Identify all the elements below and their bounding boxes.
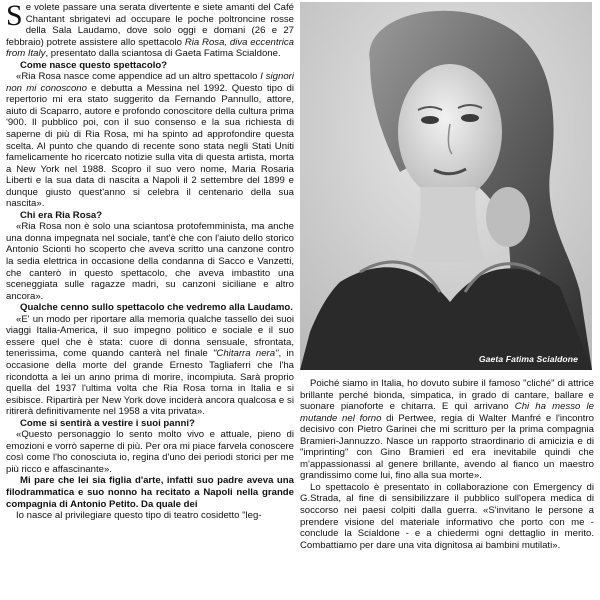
show-title: Ria Rosa, diva eccentrica from Italy [6, 36, 294, 60]
intro-text-2: , presentato dalla sciantosa di Gaeta Fatima Scialdone. [45, 48, 281, 60]
dropcap: S [6, 2, 23, 32]
question-2: Chi era Ria Rosa? [20, 209, 103, 221]
answer-1 [6, 71, 294, 210]
answer-3 [6, 314, 294, 418]
question-5: Mi pare che lei sia figlia d'arte, infatti suo padre aveva una filodrammatica e suo nonno ha recitato a Napoli nella grande compagnia di Antonio Petito. Da quale dei [6, 475, 294, 510]
photo-caption: Gaeta Fatima Scialdone [478, 354, 578, 364]
answer-1-italic: I signori non mi conoscono [6, 71, 294, 94]
answer-1-text-1: «Ria Rosa nasce come appendice ad un altro spettacolo [16, 71, 261, 83]
answer-3-text-1: «E' un modo per riportare alla memoria qualche tassello dei suoi viaggi Italia-America, il suo impegno politico e sociale e il suo essere quel che è stata: cuore di donna sensuale, sfrontata, tenerissima, come quando canterà nel finale [6, 313, 294, 360]
answer-4: «Questo personaggio lo sento molto vivo e attuale, pieno di emozioni e vorrò saperne di più. Per ora mi piace farvela conoscere così come l'ho conosciuta io, regina d'uno dei periodi storici per me più ricco e affascinante». [6, 429, 294, 475]
portrait-photo [300, 2, 592, 370]
right-paragraph-1 [300, 378, 594, 482]
article-intro [6, 2, 294, 60]
right-paragraph-1-text-1: Poiché siamo in Italia, ho dovuto subire il famoso "cliché" di attrice brillante perché bionda, simpatica, in grado di cantare, ballare e suonare pianoforte e chitarra. E quì arrivano [300, 378, 594, 413]
answer-1-text-2: e debutta a Messina nel 1992. Questo tipo di repertorio mi era stato suggerito da Fernando Pannullo, attore, aiuto di Scaparro, autore e profondo conoscitore della cultura prima '900. Il pubblico poi, con il suo consenso e la sua richiesta di saperne di più di Ria Rosa, mi ha spinto ad approfondire questa scelta. Al punto che quando di recente sono stata negli Stati Uniti famelicamente ho ricercato notizie sulla vita di questa artista, morta a New York nel 1988. Scopro il suo vero nome, Maria Rosaria Liberti e la sua data di nascita a Napoli il 2 settembre del 1899 e dunque giusto quest'anno si celebra il centenario della sua nascita». [6, 82, 294, 210]
intro-text-1: e volete passare una serata divertente e siete amanti del Café Chantant sbrigatevi ad occupare le poche poltroncine rosse della Sala Laudamo, dove solo oggi e domani (26 e 27 febbraio) potrete assistere allo spettacolo [6, 2, 294, 48]
article-right-column [300, 378, 594, 600]
answer-2: «Ria Rosa non è solo una sciantosa protofemminista, ma anche una donna impegnata nel sociale, tant'è che con l'aiuto dello storico Antonio Scionti ho scoperto che aveva scritto una canzone contro la sedia elettrica in occasione della condanna di Sacco e Vanzetti, che canterò in questo spettacolo, che aveva imbastito una sceneggiata sulle ragazze madri, su canzoni siciliane e altro ancora». [6, 221, 294, 302]
right-paragraph-1-text-2: di Pertwee, regia di Walter Manfré e l'incontro decisivo con Pietro Garinei che mi scritturo per la prima compagnia Bramieri-Jannuzzo. Nasce un rapporto straordinario di amicizia e di "imprinting" con Gino Bramieri ed era inevitabile quindi che m'appassionassi al genere brillante, avendo al fianco un maestro grandissimo come lui, fino alla sua morte». [300, 412, 594, 482]
answer-5-partial: Io nasce al privilegiare questo tipo di teatro cosidetto "leg- [16, 510, 262, 522]
question-4: Come si sentirà a vestire i suoi panni? [20, 417, 195, 429]
question-1: Come nasce questo spettacolo? [20, 59, 168, 71]
right-paragraph-1-italic: Chi ha messo le mutande nel forno [300, 401, 594, 424]
question-3: Qualche cenno sullo spettacolo che vedremo alla Laudamo. [20, 302, 293, 314]
article-left-column [6, 2, 294, 600]
portrait-image [300, 2, 592, 370]
answer-3-italic: "Chitarra nera" [213, 348, 279, 360]
right-paragraph-2: Lo spettacolo è presentato in collaborazione con Emergency di G.Strada, al fine di sensibilizzare il pubblico sull'opera medica di soccorso nei paesi colpiti dalla guerra. «S'invitano le persone a prendere visione del materiale informativo che porto con me - conclude la Scialdone - e a chiedermi ogni dettaglio in merito. Combattiamo per dare una vita dignitosa ai bambini mutilati». [300, 481, 594, 551]
answer-3-text-2: , in occasione della morte del grande Ernesto Tagliaferri che l'ha ricondotta a lei un anno prima di morire, incompiuta. Sarà proprio quella del 1937 l'ultima volta che Ria Rosa torna in Italia e si esibisce. Ripartirà per New York dove inciderà ancora qualcosa e si ritirerà definitivamente nel 1958 a vita privata». [6, 348, 294, 418]
